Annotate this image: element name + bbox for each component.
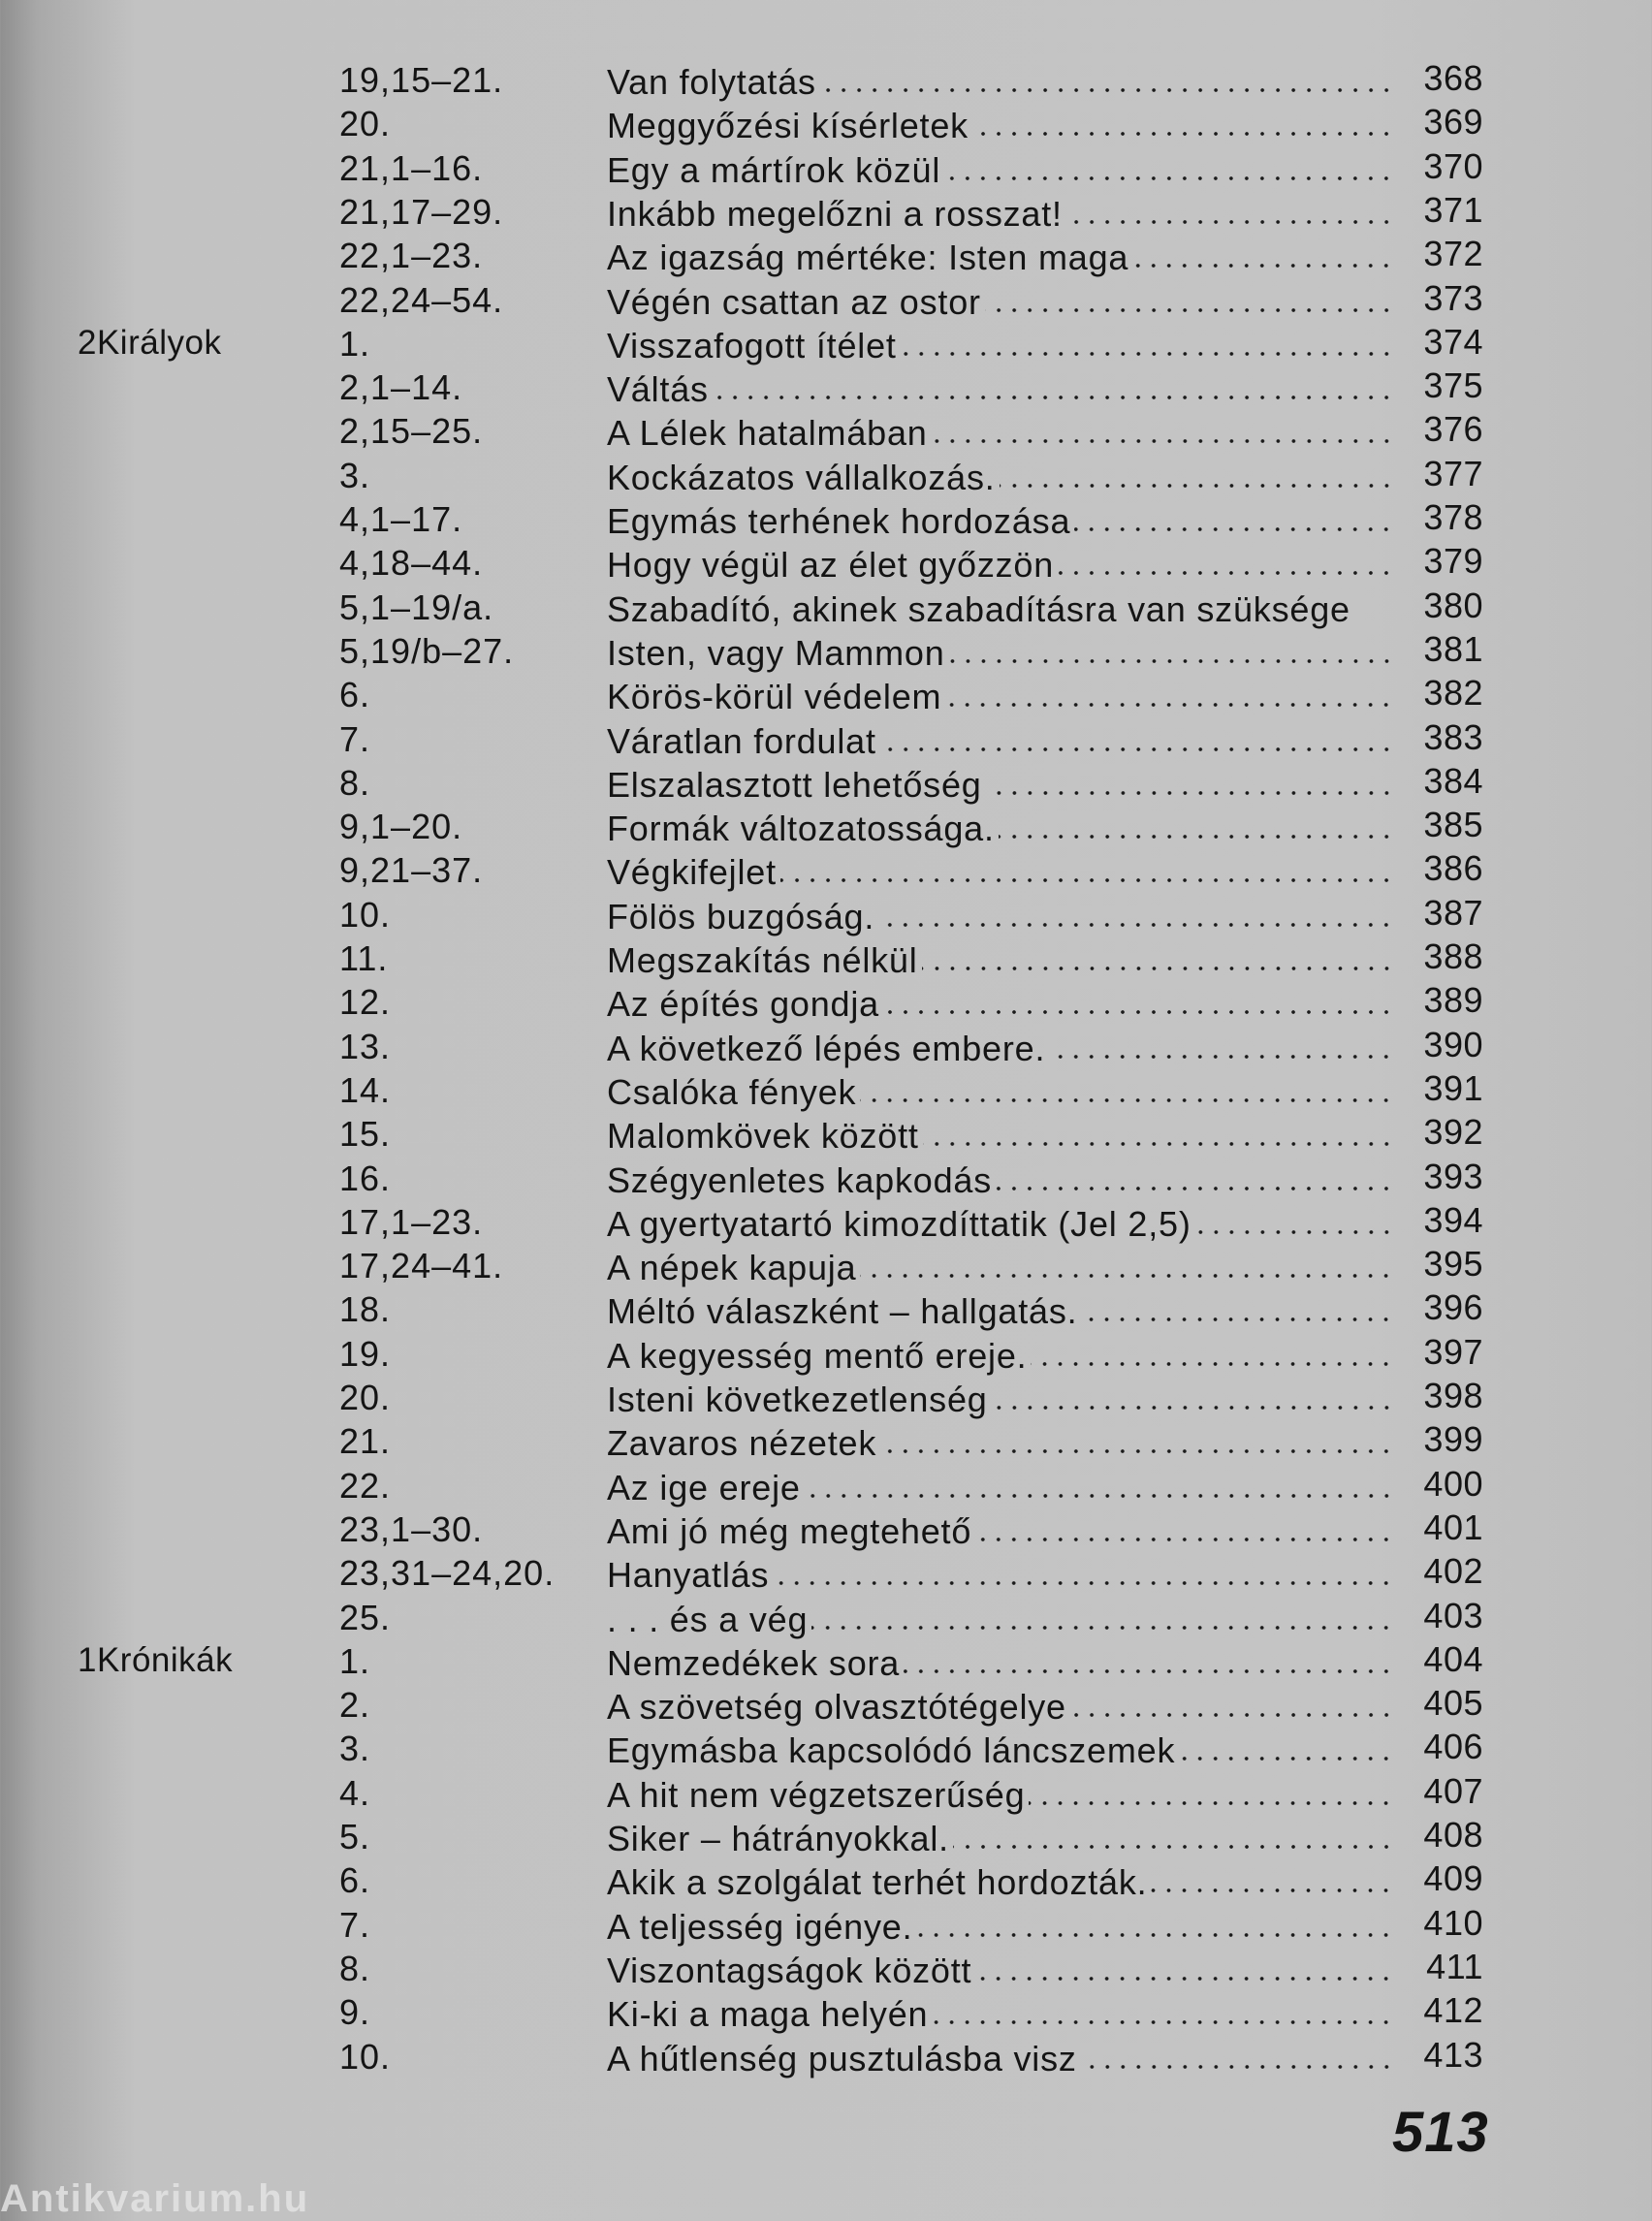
entry-title: A hűtlenség pusztulásba visz (607, 2038, 1077, 2078)
dot-leader (860, 1273, 1394, 1279)
entry-page-number: 394 (1423, 1199, 1483, 1240)
entry-title-line (607, 1244, 1402, 1288)
entry-title-line (607, 1990, 1402, 2035)
entry-title-line (607, 1200, 1402, 1245)
entry-title: Egymás terhének hordozása (607, 501, 1071, 541)
entry-title-line (607, 1419, 1402, 1464)
chapter-reference: 16. (339, 1158, 392, 1198)
toc-entry (0, 234, 1652, 278)
entry-title: Hanyatlás (607, 1555, 770, 1596)
entry-page-number: 410 (1423, 1902, 1483, 1943)
toc-entry (0, 409, 1652, 454)
entry-page-number: 409 (1423, 1858, 1483, 1899)
entry-page-number: 393 (1423, 1156, 1483, 1196)
entry-title-line (607, 1332, 1402, 1377)
entry-title: Egy a mártírok közül (607, 149, 941, 190)
toc-entry (0, 1200, 1652, 1245)
chapter-reference: 14. (339, 1069, 392, 1110)
toc-entry (0, 629, 1652, 674)
toc-entry (0, 1771, 1652, 1816)
entry-title-line (607, 1376, 1402, 1420)
dot-leader (1074, 526, 1394, 532)
entry-title-line (607, 717, 1402, 762)
chapter-reference: 23,1–30. (339, 1508, 484, 1549)
toc-entry (0, 1112, 1652, 1157)
toc-entry (0, 1727, 1652, 1771)
toc-entry (0, 1287, 1652, 1332)
chapter-reference: 25. (339, 1597, 392, 1637)
toc-entry (0, 848, 1652, 893)
chapter-reference: 17,1–23. (339, 1201, 484, 1242)
entry-page-number: 397 (1423, 1331, 1483, 1372)
entry-page-number: 384 (1423, 760, 1483, 801)
chapter-reference: 5. (339, 1817, 371, 1856)
entry-title-line (607, 1815, 1402, 1859)
chapter-reference: 6. (339, 1860, 371, 1901)
entry-page-number: 396 (1423, 1287, 1483, 1328)
entry-title-line (607, 1947, 1402, 1991)
toc-entry (0, 893, 1652, 937)
chapter-reference: 20. (339, 1378, 392, 1417)
toc-entry (0, 586, 1652, 630)
chapter-reference: 1. (339, 323, 371, 364)
toc-entry (0, 1596, 1652, 1640)
entry-page-number: 376 (1423, 409, 1483, 450)
chapter-reference: 7. (339, 1904, 371, 1945)
entry-page-number: 405 (1423, 1683, 1483, 1724)
entry-title-line (607, 454, 1402, 498)
toc-entry (0, 1332, 1652, 1377)
dot-leader (880, 1448, 1394, 1454)
chapter-reference: 3. (339, 455, 371, 495)
dot-leader (773, 1580, 1394, 1586)
dot-leader (986, 790, 1394, 796)
dot-leader (1000, 483, 1394, 489)
entry-title: . . . és a vég (607, 1599, 809, 1639)
entry-title: Az építés gondja (607, 984, 879, 1025)
toc-entry (0, 365, 1652, 410)
toc-entry (0, 936, 1652, 981)
chapter-reference: 5,1–19/a. (339, 587, 494, 627)
dot-leader (805, 1493, 1394, 1499)
entry-page-number: 406 (1423, 1727, 1483, 1767)
dot-leader (922, 966, 1394, 971)
chapter-reference: 8. (339, 762, 371, 803)
entry-title: Siker – hátrányokkal. (607, 1819, 949, 1858)
entry-page-number: 395 (1423, 1244, 1483, 1285)
book-name: 1Krónikák (78, 1640, 234, 1679)
entry-title: Méltó válaszként – hallgatás. (607, 1291, 1078, 1332)
entry-title-line (607, 1112, 1402, 1157)
toc-entry (0, 1244, 1652, 1288)
entry-page-number: 388 (1423, 936, 1483, 976)
toc-entry (0, 717, 1652, 762)
chapter-reference: 2,15–25. (339, 411, 484, 452)
entry-title: Van folytatás (607, 62, 816, 102)
entry-title: Visszafogott ítélet (607, 325, 897, 365)
entry-page-number: 408 (1423, 1815, 1483, 1855)
chapter-reference: 3. (339, 1729, 371, 1769)
chapter-reference: 20. (339, 104, 392, 144)
entry-title: A Lélek hatalmában (607, 413, 928, 454)
toc-entry (0, 1376, 1652, 1420)
chapter-reference: 11. (339, 938, 389, 978)
dot-leader (985, 307, 1394, 313)
entry-page-number: 390 (1423, 1024, 1483, 1064)
entry-title: Szabadító, akinek szabadításra van szüksége (607, 588, 1350, 629)
entry-title-line (607, 1464, 1402, 1508)
chapter-reference: 18. (339, 1289, 392, 1330)
dot-leader (1049, 1054, 1394, 1060)
entry-page-number: 412 (1423, 1990, 1483, 2031)
entry-title: Inkább megelőzni a rosszat! (607, 193, 1063, 234)
toc-entry (0, 1639, 1652, 1684)
dot-leader (945, 702, 1394, 708)
dot-leader (860, 1097, 1394, 1103)
entry-title: Formák változatossága. (607, 809, 995, 849)
entry-page-number: 371 (1423, 189, 1483, 230)
entry-page-number: 382 (1423, 673, 1483, 714)
toc-entry (0, 980, 1652, 1025)
entry-title-line (607, 1858, 1402, 1903)
dot-leader (999, 834, 1394, 840)
entry-title-line (607, 1507, 1402, 1552)
chapter-reference: 12. (339, 982, 392, 1023)
entry-title: A kegyesség mentő ereje. (607, 1335, 1028, 1376)
entry-title-line (607, 1727, 1402, 1771)
dot-leader (916, 1932, 1394, 1938)
entry-title: Szégyenletes kapkodás (607, 1159, 993, 1200)
entry-page-number: 400 (1423, 1463, 1483, 1504)
entry-title: A teljesség igénye. (607, 1906, 913, 1947)
entry-page-number: 378 (1423, 497, 1483, 537)
chapter-reference: 21. (339, 1421, 392, 1462)
entry-title-line (607, 1596, 1402, 1640)
dot-leader (780, 877, 1394, 883)
chapter-reference: 19. (339, 1333, 392, 1374)
toc-entry (0, 1990, 1652, 2035)
dot-leader (1066, 219, 1394, 225)
entry-title: A szövetség olvasztótégelye (607, 1687, 1066, 1728)
entry-title: Az ige ereje (607, 1467, 801, 1507)
entry-title: Fölös buzgóság. (607, 896, 875, 936)
toc-entry (0, 102, 1652, 146)
chapter-reference: 10. (339, 2036, 392, 2077)
dot-leader (1058, 570, 1394, 576)
entry-title-line (607, 278, 1402, 323)
chapter-reference: 4. (339, 1772, 371, 1813)
entry-title: A gyertyatartó kimozdíttatik (Jel 2,5) (607, 1203, 1191, 1244)
chapter-reference: 17,24–41. (339, 1246, 504, 1286)
toc-entry (0, 1858, 1652, 1903)
entry-title: Akik a szolgálat terhét hordozták. (607, 1862, 1148, 1903)
chapter-reference: 2. (339, 1685, 371, 1726)
entry-page-number: 399 (1423, 1419, 1483, 1460)
toc-entry (0, 146, 1652, 191)
entry-page-number: 392 (1423, 1112, 1483, 1153)
entry-title: Isteni következetlenség (607, 1380, 988, 1419)
chapter-reference: 15. (339, 1114, 392, 1155)
entry-title: Váltás (607, 369, 709, 410)
dot-leader (820, 87, 1394, 93)
chapter-reference: 21,1–16. (339, 147, 484, 188)
entry-title-line (607, 761, 1402, 806)
entry-title: Az igazság mértéke: Isten maga (607, 238, 1129, 278)
dot-leader (1151, 1888, 1394, 1893)
toc-entry (0, 541, 1652, 586)
chapter-reference: 22,24–54. (339, 279, 504, 320)
chapter-reference: 23,31–24,20. (339, 1553, 556, 1594)
chapter-reference: 1. (339, 1640, 371, 1681)
chapter-reference: 21,17–29. (339, 191, 504, 232)
entry-title: Malomkövek között (607, 1116, 919, 1157)
entry-page-number: 407 (1423, 1770, 1483, 1811)
toc-entry (0, 497, 1652, 542)
chapter-reference: 2,1–14. (339, 367, 463, 408)
entry-page-number: 383 (1423, 716, 1483, 757)
entry-page-number: 386 (1423, 848, 1483, 889)
entry-title: Viszontagságok között (607, 1950, 972, 1990)
chapter-reference: 8. (339, 1948, 371, 1988)
entry-title-line (607, 1287, 1402, 1332)
dot-leader (975, 1976, 1394, 1982)
entry-title: Körös-körül védelem (607, 677, 942, 717)
dot-leader (1070, 1712, 1394, 1718)
entry-title-line (607, 1639, 1402, 1684)
entry-title-line (607, 1683, 1402, 1728)
entry-title: A következő lépés embere. (607, 1028, 1046, 1068)
entry-page-number: 370 (1423, 145, 1483, 186)
toc-entry (0, 805, 1652, 849)
dot-leader (883, 1009, 1394, 1015)
entry-page-number: 372 (1423, 234, 1483, 274)
dot-leader (880, 746, 1394, 752)
toc-entry (0, 454, 1652, 498)
toc-entry (0, 1815, 1652, 1859)
dot-leader (1195, 1229, 1394, 1235)
chapter-reference: 10. (339, 894, 392, 935)
entry-title-line (607, 586, 1402, 630)
toc-entry (0, 1157, 1652, 1201)
dot-leader (975, 1537, 1394, 1542)
entry-title-line (607, 936, 1402, 981)
toc-entry (0, 278, 1652, 323)
toc-entry (0, 1903, 1652, 1948)
entry-page-number: 387 (1423, 892, 1483, 933)
entry-title-line (607, 848, 1402, 893)
entry-title-line (607, 1025, 1402, 1069)
chapter-reference: 22. (339, 1465, 392, 1506)
chapter-reference: 13. (339, 1026, 392, 1066)
dot-leader (1132, 263, 1394, 269)
toc-entry (0, 190, 1652, 235)
dot-leader (992, 1405, 1394, 1411)
chapter-reference: 4,1–17. (339, 499, 463, 539)
dot-leader (1029, 1800, 1394, 1806)
entry-page-number: 413 (1423, 2034, 1483, 2075)
entry-title-line (607, 1771, 1402, 1816)
toc-entry (0, 322, 1652, 366)
entry-title-line (607, 365, 1402, 410)
entry-title-line (607, 893, 1402, 937)
dot-leader (932, 2019, 1394, 2025)
toc-entry (0, 2035, 1652, 2079)
entry-title: Csalóka fények (607, 1071, 857, 1112)
entry-title: Ki-ki a maga helyén (607, 1994, 929, 2035)
entry-page-number: 411 (1426, 1946, 1483, 1986)
entry-page-number: 373 (1423, 277, 1483, 318)
dot-leader (1179, 1756, 1394, 1761)
entry-page-number: 369 (1423, 102, 1483, 143)
entry-title: Isten, vagy Mammon (607, 632, 945, 673)
entry-title-line (607, 322, 1402, 366)
dot-leader (713, 395, 1394, 400)
toc-entry (0, 1419, 1652, 1464)
entry-title-line (607, 980, 1402, 1025)
entry-title-line (607, 409, 1402, 454)
entry-title: Meggyőzési kísérletek (607, 106, 969, 146)
toc-entry (0, 1464, 1652, 1508)
chapter-reference: 9,1–20. (339, 807, 463, 847)
entry-title: Nemzedékek sora (607, 1642, 901, 1683)
entry-page-number: 377 (1423, 453, 1483, 493)
dot-leader (949, 658, 1394, 664)
dot-leader (1081, 1317, 1394, 1322)
chapter-reference: 5,19/b–27. (339, 630, 515, 671)
entry-title: Elszalasztott lehetőség (607, 764, 982, 805)
entry-title-line (607, 1551, 1402, 1596)
chapter-reference: 9. (339, 1992, 371, 2033)
dot-leader (1081, 2064, 1394, 2070)
chapter-reference: 19,15–21. (339, 60, 504, 100)
entry-title: A népek kapuja (607, 1248, 857, 1288)
entry-title-line (607, 146, 1402, 191)
toc-entry (0, 761, 1652, 806)
toc-entry (0, 1551, 1652, 1596)
page-number: 513 (1392, 2101, 1489, 2164)
chapter-reference: 22,1–23. (339, 236, 484, 276)
entry-title: Végén csattan az ostor (607, 281, 981, 322)
entry-title: Hogy végül az élet győzzön (607, 545, 1055, 586)
entry-page-number: 389 (1423, 980, 1483, 1021)
entry-title: Kockázatos vállalkozás. (607, 457, 996, 497)
dot-leader (972, 131, 1394, 137)
entry-title-line (607, 1903, 1402, 1948)
entry-page-number: 375 (1423, 365, 1483, 406)
entry-title-line (607, 102, 1402, 146)
entry-title-line (607, 58, 1402, 103)
dot-leader (878, 922, 1394, 928)
dot-leader (996, 1186, 1394, 1191)
entry-page-number: 398 (1423, 1376, 1483, 1415)
dot-leader (923, 1141, 1394, 1147)
toc-entry (0, 1683, 1652, 1728)
dot-leader (932, 438, 1394, 444)
entry-title-line (607, 541, 1402, 586)
entry-title-line (607, 629, 1402, 674)
entry-title: Végkifejlet (607, 852, 777, 893)
entry-title-line (607, 673, 1402, 717)
dot-leader (901, 351, 1394, 357)
entry-page-number: 379 (1423, 541, 1483, 582)
entry-page-number: 385 (1423, 805, 1483, 845)
entry-page-number: 403 (1423, 1595, 1483, 1635)
entry-page-number: 402 (1423, 1551, 1483, 1592)
dot-leader (944, 175, 1394, 181)
entry-page-number: 404 (1423, 1638, 1483, 1679)
entry-page-number: 380 (1423, 585, 1483, 625)
book-name: 2Királyok (78, 323, 222, 362)
toc-entry (0, 1507, 1652, 1552)
entry-title-line (607, 1068, 1402, 1113)
entry-title: A hit nem végzetszerűség (607, 1774, 1026, 1815)
entry-page-number: 401 (1423, 1507, 1483, 1547)
entry-title: Egymásba kapcsolódó láncszemek (607, 1730, 1176, 1771)
toc-entry (0, 673, 1652, 717)
chapter-reference: 4,18–44. (339, 543, 484, 584)
entry-title: Váratlan fordulat (607, 720, 876, 761)
entry-page-number: 368 (1423, 58, 1483, 98)
toc-entry (0, 1947, 1652, 1991)
toc-entry (0, 58, 1652, 103)
entry-title: Megszakítás nélkül (607, 940, 918, 980)
dot-leader (904, 1668, 1394, 1674)
entry-title-line (607, 1157, 1402, 1201)
chapter-reference: 6. (339, 675, 371, 715)
entry-page-number: 374 (1423, 321, 1483, 362)
dot-leader (953, 1844, 1394, 1850)
dot-leader (1031, 1361, 1394, 1367)
toc-entry (0, 1068, 1652, 1113)
chapter-reference: 7. (339, 718, 371, 759)
entry-page-number: 391 (1423, 1067, 1483, 1108)
dot-leader (811, 1625, 1394, 1631)
entry-title-line (607, 2035, 1402, 2079)
entry-title-line (607, 234, 1402, 278)
entry-title-line (607, 497, 1402, 542)
entry-title-line (607, 190, 1402, 235)
entry-title: Zavaros nézetek (607, 1423, 877, 1464)
entry-title-line (607, 805, 1402, 849)
entry-title: Ami jó még megtehető (607, 1510, 972, 1551)
entry-page-number: 381 (1423, 628, 1483, 669)
chapter-reference: 9,21–37. (339, 850, 484, 891)
watermark: Antikvarium.hu (0, 2177, 310, 2220)
toc-entry (0, 1025, 1652, 1069)
